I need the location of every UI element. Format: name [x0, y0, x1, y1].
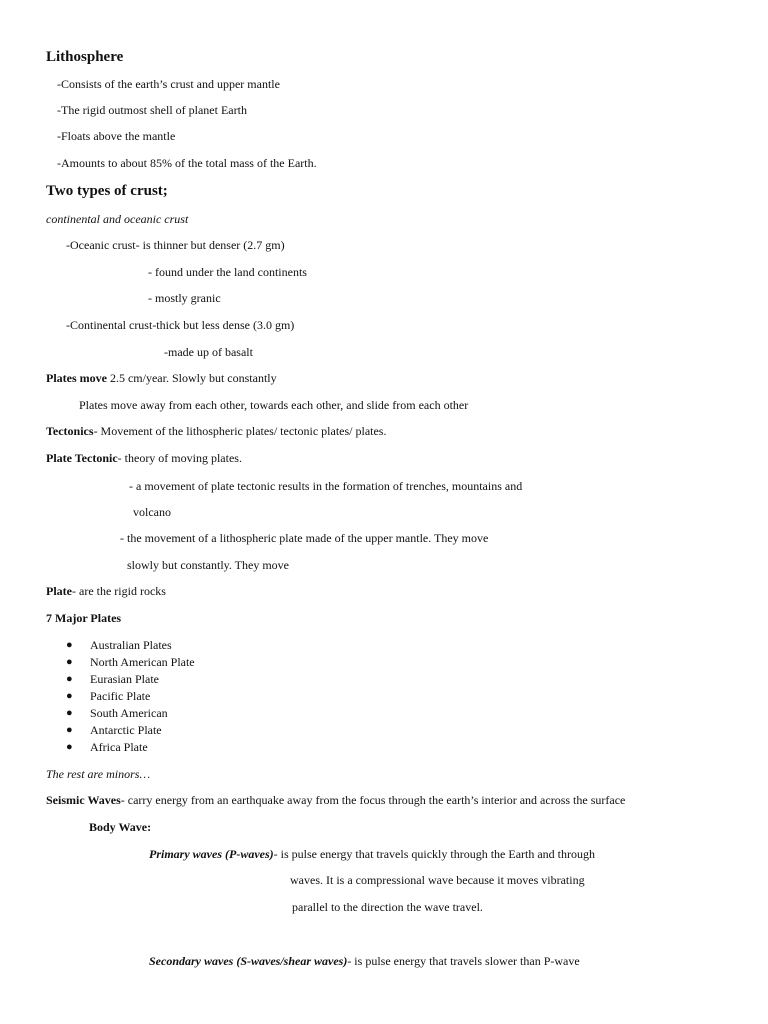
plates-move-line [46, 371, 277, 385]
secondary-waves-text: - is pulse energy that travels slower than P-wave [347, 954, 580, 968]
oceanic-detail-2: - mostly granic [148, 291, 221, 305]
litho-point-2: -The rigid outmost shell of planet Earth [57, 103, 247, 117]
list-item: North American Plate [90, 655, 195, 669]
primary-waves-term: Primary waves (P-waves) [149, 847, 274, 861]
plates-move-term: Plates move [46, 371, 107, 385]
secondary-waves-term: Secondary waves (S-waves/shear waves) [149, 954, 348, 968]
litho-point-3: -Floats above the mantle [57, 129, 176, 143]
primary-waves-line [149, 847, 595, 861]
list-item: Pacific Plate [90, 689, 151, 703]
list-item: Africa Plate [90, 740, 148, 754]
oceanic-detail-1: - found under the land continents [148, 265, 307, 279]
plate-text: - are the rigid rocks [72, 584, 166, 598]
continental-crust: -Continental crust-thick but less dense (3.0 gm) [66, 318, 295, 332]
tectonics-line [46, 424, 386, 438]
primary-waves-line-3: parallel to the direction the wave travel. [292, 900, 483, 914]
heading-two-types-of-crust: Two types of crust; [46, 183, 168, 199]
litho-point-4: -Amounts to about 85% of the total mass of the Earth. [57, 156, 317, 170]
tectonics-text: - Movement of the lithospheric plates/ tectonic plates/ plates. [93, 424, 387, 438]
bullet-icon: ● [66, 639, 73, 651]
plate-tectonic-term: Plate Tectonic [46, 451, 118, 465]
bullet-icon: ● [66, 690, 73, 702]
bullet-icon: ● [66, 707, 73, 719]
bullet-icon: ● [66, 724, 73, 736]
list-item: Eurasian Plate [90, 672, 159, 686]
plate-definition-line [46, 584, 166, 598]
heading-major-plates: 7 Major Plates [46, 611, 122, 625]
tectonics-term: Tectonics [46, 424, 94, 438]
plate-tectonic-detail-1b: volcano [133, 505, 171, 519]
list-item: Australian Plates [90, 638, 172, 652]
crust-subtitle: continental and oceanic crust [46, 212, 189, 226]
heading-lithosphere: Lithosphere [46, 49, 124, 65]
secondary-waves-line [149, 954, 580, 968]
list-item: South American [90, 706, 168, 720]
seismic-waves-term: Seismic Waves [46, 793, 121, 807]
primary-waves-line-2: waves. It is a compressional wave because it moves vibrating [290, 873, 585, 887]
plate-term: Plate [46, 584, 72, 598]
list-item: Antarctic Plate [90, 723, 162, 737]
seismic-waves-line [46, 793, 625, 807]
plate-tectonic-detail-2: - the movement of a lithospheric plate made of the upper mantle. They move [120, 531, 489, 545]
bullet-icon: ● [66, 741, 73, 753]
plate-tectonic-detail-1: - a movement of plate tectonic results in the formation of trenches, mountains and [129, 479, 523, 493]
primary-waves-text: - is pulse energy that travels quickly through the Earth and through [273, 847, 596, 861]
oceanic-crust: -Oceanic crust- is thinner but denser (2.7 gm) [66, 238, 285, 252]
bullet-icon: ● [66, 656, 73, 668]
plate-tectonic-line [46, 451, 242, 465]
plates-move-detail: Plates move away from each other, towards each other, and slide from each other [79, 398, 469, 412]
continental-detail: -made up of basalt [164, 345, 253, 359]
bullet-icon: ● [66, 673, 73, 685]
body-wave-heading: Body Wave: [89, 820, 152, 834]
plate-tectonic-text: - theory of moving plates. [117, 451, 242, 465]
litho-point-1: -Consists of the earth’s crust and upper mantle [57, 77, 280, 91]
plates-move-text: 2.5 cm/year. Slowly but constantly [106, 371, 277, 385]
seismic-waves-text: - carry energy from an earthquake away from the focus through the earth’s interior and across the surface [120, 793, 626, 807]
plate-tectonic-detail-2b: slowly but constantly. They move [127, 558, 289, 572]
minor-plates-note: The rest are minors… [46, 767, 151, 781]
